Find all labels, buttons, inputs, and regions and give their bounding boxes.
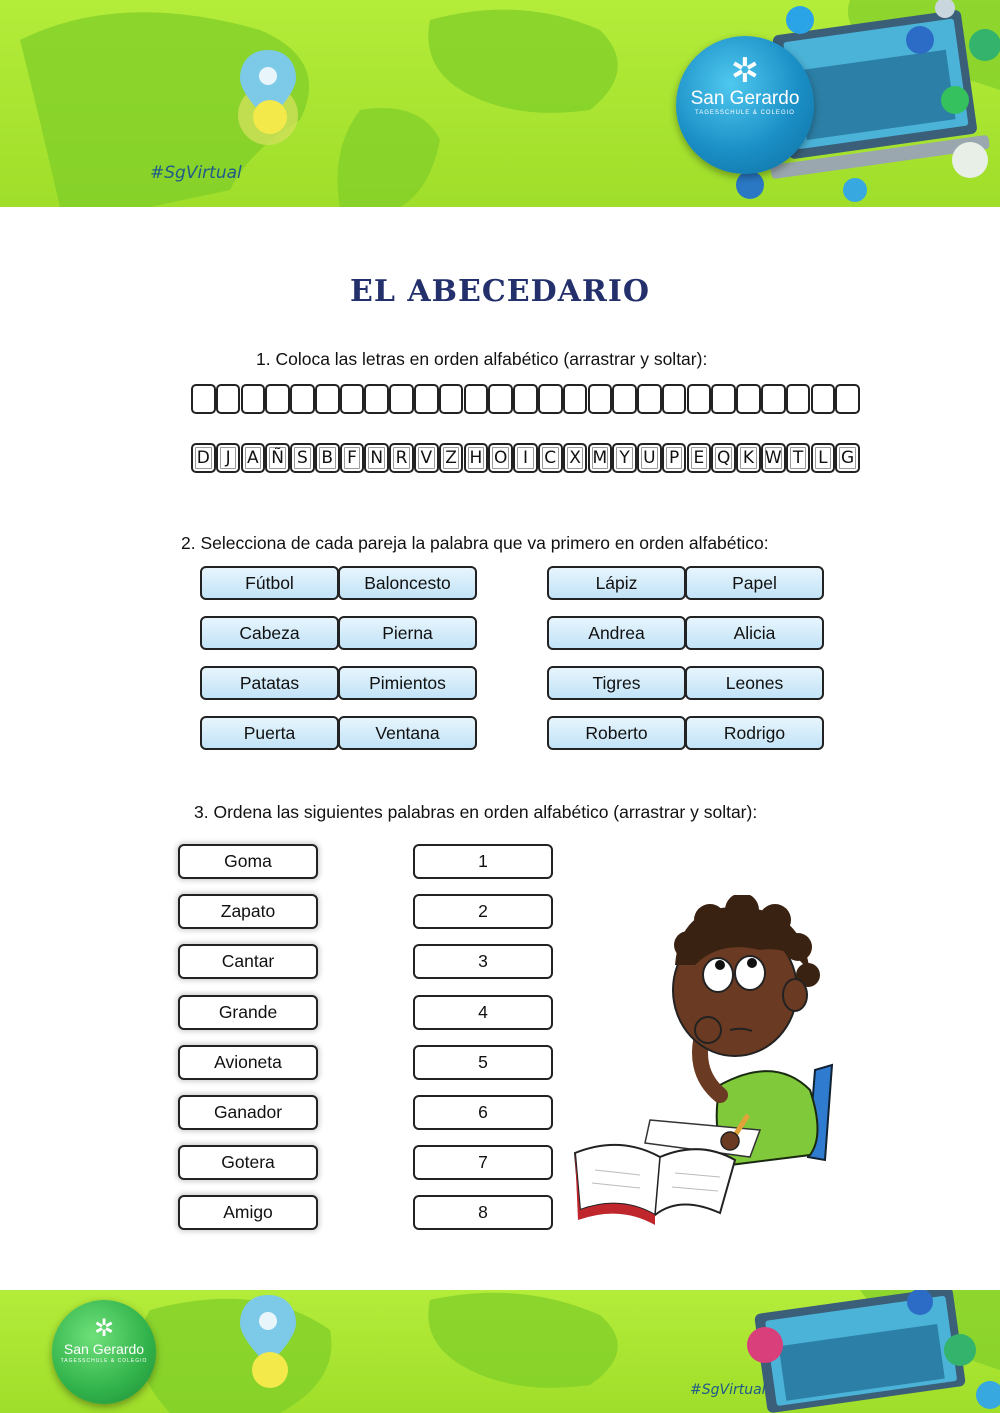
word-choice-button[interactable]: Ventana xyxy=(338,716,477,750)
logo-school-subtitle: TAGESSCHULE & COLEGIO xyxy=(60,1358,148,1364)
letter-drop-slot[interactable] xyxy=(637,384,662,414)
letter-drop-slot[interactable] xyxy=(241,384,266,414)
letter-tile[interactable]: I xyxy=(513,443,538,473)
letter-drop-slot[interactable] xyxy=(414,384,439,414)
school-logo xyxy=(676,36,814,174)
school-logo xyxy=(52,1300,156,1404)
letter-tile[interactable]: A xyxy=(241,443,266,473)
draggable-word[interactable]: Amigo xyxy=(178,1195,318,1230)
letter-tile[interactable]: J xyxy=(216,443,241,473)
word-choice-button[interactable]: Tigres xyxy=(547,666,686,700)
letter-drop-slot[interactable] xyxy=(711,384,736,414)
letter-tile[interactable]: L xyxy=(811,443,836,473)
word-choice-button[interactable]: Patatas xyxy=(200,666,339,700)
letter-drop-slot[interactable] xyxy=(612,384,637,414)
letter-tile[interactable]: G xyxy=(835,443,860,473)
word-choice-button[interactable]: Papel xyxy=(685,566,824,600)
letter-drop-slot[interactable] xyxy=(687,384,712,414)
letter-tile[interactable]: N xyxy=(364,443,389,473)
word-pair xyxy=(200,566,477,600)
order-drop-target[interactable]: 3 xyxy=(413,944,553,979)
draggable-word[interactable]: Zapato xyxy=(178,894,318,929)
letter-tile[interactable]: H xyxy=(464,443,489,473)
letter-drop-slot[interactable] xyxy=(811,384,836,414)
letter-drop-slot[interactable] xyxy=(488,384,513,414)
letter-tile[interactable]: M xyxy=(588,443,613,473)
letter-drop-slot[interactable] xyxy=(290,384,315,414)
word-choice-button[interactable]: Roberto xyxy=(547,716,686,750)
letter-tile[interactable]: Q xyxy=(711,443,736,473)
order-drop-target[interactable]: 5 xyxy=(413,1045,553,1080)
letter-tile[interactable]: K xyxy=(736,443,761,473)
logo-star-icon: ✲ xyxy=(93,1314,115,1342)
letter-tile[interactable]: P xyxy=(662,443,687,473)
letter-tile[interactable]: C xyxy=(538,443,563,473)
word-pair xyxy=(547,716,824,750)
word-choice-button[interactable]: Pimientos xyxy=(338,666,477,700)
letter-tile[interactable]: V xyxy=(414,443,439,473)
word-pair xyxy=(200,666,477,700)
letter-drop-slot[interactable] xyxy=(389,384,414,414)
draggable-word[interactable]: Gotera xyxy=(178,1145,318,1180)
order-drop-target[interactable]: 2 xyxy=(413,894,553,929)
hashtag-label: #SgVirtual xyxy=(690,1382,766,1398)
word-choice-button[interactable]: Alicia xyxy=(685,616,824,650)
logo-school-subtitle: TAGESSCHULE & COLEGIO xyxy=(695,110,795,116)
letter-tile[interactable]: D xyxy=(191,443,216,473)
letter-drop-slot[interactable] xyxy=(662,384,687,414)
header-banner xyxy=(0,0,1000,207)
letter-drop-slot[interactable] xyxy=(364,384,389,414)
letter-drop-slot[interactable] xyxy=(216,384,241,414)
logo-school-name: San Gerardo xyxy=(690,88,800,109)
logo-star-icon: ✲ xyxy=(730,51,760,91)
letter-tile[interactable]: Z xyxy=(439,443,464,473)
thinking-student-illustration xyxy=(570,895,860,1225)
order-drop-target[interactable]: 4 xyxy=(413,995,553,1030)
letter-drop-slot[interactable] xyxy=(538,384,563,414)
letter-tile[interactable]: E xyxy=(687,443,712,473)
order-drop-target[interactable]: 8 xyxy=(413,1195,553,1230)
word-pair xyxy=(547,566,824,600)
letter-drop-slot[interactable] xyxy=(265,384,290,414)
letter-drop-slot[interactable] xyxy=(439,384,464,414)
letter-drop-slot[interactable] xyxy=(786,384,811,414)
word-pair xyxy=(547,616,824,650)
draggable-word[interactable]: Ganador xyxy=(178,1095,318,1130)
letter-tile[interactable]: T xyxy=(786,443,811,473)
section2-instruction: 2. Selecciona de cada pareja la palabra que va primero en orden alfabético: xyxy=(181,533,769,553)
letter-drop-slot[interactable] xyxy=(464,384,489,414)
section1-instruction: 1. Coloca las letras en orden alfabético (arrastrar y soltar): xyxy=(256,349,708,369)
letter-tile[interactable]: Ñ xyxy=(265,443,290,473)
letter-tile[interactable]: R xyxy=(389,443,414,473)
letter-tile[interactable]: X xyxy=(563,443,588,473)
letter-tile[interactable]: W xyxy=(761,443,786,473)
draggable-word[interactable]: Avioneta xyxy=(178,1045,318,1080)
word-choice-button[interactable]: Andrea xyxy=(547,616,686,650)
letter-tile[interactable]: Y xyxy=(612,443,637,473)
letter-tile[interactable]: S xyxy=(290,443,315,473)
letter-drop-slot[interactable] xyxy=(513,384,538,414)
order-drop-target[interactable]: 6 xyxy=(413,1095,553,1130)
letter-drop-slot[interactable] xyxy=(588,384,613,414)
draggable-word[interactable]: Goma xyxy=(178,844,318,879)
letter-drop-slot[interactable] xyxy=(736,384,761,414)
hashtag-label: #SgVirtual xyxy=(150,163,242,183)
section3-instruction: 3. Ordena las siguientes palabras en orden alfabético (arrastrar y soltar): xyxy=(194,802,758,822)
footer-banner xyxy=(0,1290,1000,1413)
order-drop-target[interactable]: 1 xyxy=(413,844,553,879)
letter-tile[interactable]: F xyxy=(340,443,365,473)
word-choice-button[interactable]: Pierna xyxy=(338,616,477,650)
letter-drop-slot[interactable] xyxy=(563,384,588,414)
word-choice-button[interactable]: Lápiz xyxy=(547,566,686,600)
word-choice-button[interactable]: Rodrigo xyxy=(685,716,824,750)
page-title: EL ABECEDARIO xyxy=(349,274,651,309)
word-choice-button[interactable]: Puerta xyxy=(200,716,339,750)
order-drop-target[interactable]: 7 xyxy=(413,1145,553,1180)
letter-tile[interactable]: B xyxy=(315,443,340,473)
word-pair xyxy=(547,666,824,700)
word-pair xyxy=(200,716,477,750)
letter-drop-slot[interactable] xyxy=(340,384,365,414)
draggable-word[interactable]: Grande xyxy=(178,995,318,1030)
word-choice-button[interactable]: Baloncesto xyxy=(338,566,477,600)
letter-drop-slot[interactable] xyxy=(191,384,216,414)
letter-drop-slot[interactable] xyxy=(315,384,340,414)
draggable-word[interactable]: Cantar xyxy=(178,944,318,979)
word-pair xyxy=(200,616,477,650)
word-choice-button[interactable]: Cabeza xyxy=(200,616,339,650)
word-choice-button[interactable]: Leones xyxy=(685,666,824,700)
letter-tiles xyxy=(191,443,860,473)
letter-drop-slot[interactable] xyxy=(835,384,860,414)
logo-school-name: San Gerardo xyxy=(63,1341,145,1357)
word-choice-button[interactable]: Fútbol xyxy=(200,566,339,600)
letter-tile[interactable]: U xyxy=(637,443,662,473)
letter-tile[interactable]: O xyxy=(488,443,513,473)
letter-drop-slot[interactable] xyxy=(761,384,786,414)
alphabet-drop-slots xyxy=(191,384,860,414)
